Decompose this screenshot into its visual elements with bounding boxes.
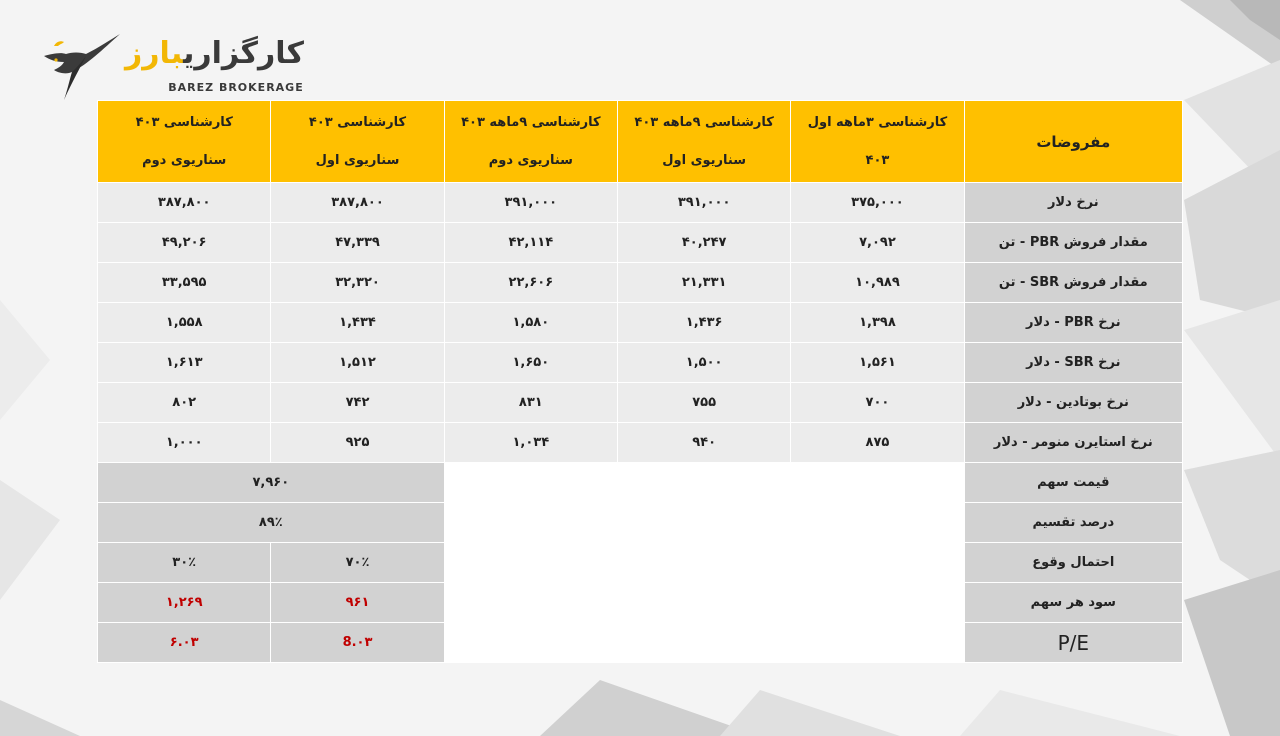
table-cell: ۴۲,۱۱۴ [444, 223, 617, 263]
empty-cell [791, 623, 964, 663]
empty-cell [444, 463, 617, 503]
table-cell: ۱,۰۰۰ [98, 423, 271, 463]
eagle-logo-icon [42, 30, 122, 102]
table-cell: ۱,۰۳۴ [444, 423, 617, 463]
table-cell: ۳۸۷,۸۰۰ [271, 183, 444, 223]
eps-scenario-1: ۹۶۱ [271, 583, 444, 623]
eps-row [98, 583, 1183, 623]
table-cell: ۱,۴۳۶ [617, 303, 790, 343]
table-header-row [98, 101, 1183, 183]
table-cell: ۷,۰۹۲ [791, 223, 964, 263]
table-cell: ۸۷۵ [791, 423, 964, 463]
empty-cell [444, 503, 617, 543]
table-cell: ۸۳۱ [444, 383, 617, 423]
row-label: نرخ SBR - دلار [964, 343, 1182, 383]
table-cell: ۷۵۵ [617, 383, 790, 423]
table-cell: ۳۹۱,۰۰۰ [444, 183, 617, 223]
table-cell: ۸۰۲ [98, 383, 271, 423]
empty-cell [444, 623, 617, 663]
empty-cell [444, 583, 617, 623]
probability-scenario-2: ۳۰٪ [98, 543, 271, 583]
table-cell: ۱,۳۹۸ [791, 303, 964, 343]
table-row [98, 223, 1183, 263]
row-label: نرخ بوتادین - دلار [964, 383, 1182, 423]
column-header: کارشناسی ۴۰۳ سناریوی دوم [98, 101, 271, 183]
empty-cell [617, 583, 790, 623]
dividend-value: ۸۹٪ [98, 503, 445, 543]
pe-scenario-2: ۶.۰۳ [98, 623, 271, 663]
table-cell: ۱۰,۹۸۹ [791, 263, 964, 303]
table-row [98, 183, 1183, 223]
table-row [98, 423, 1183, 463]
row-label: نرخ دلار [964, 183, 1182, 223]
eps-scenario-2: ۱,۲۶۹ [98, 583, 271, 623]
corner-header: مفروضات [964, 101, 1182, 183]
column-header: کارشناسی ۹ماهه ۴۰۳ سناریوی اول [617, 101, 790, 183]
table-cell: ۴۰,۲۴۷ [617, 223, 790, 263]
table-cell: ۹۴۰ [617, 423, 790, 463]
empty-cell [617, 503, 790, 543]
table-row [98, 383, 1183, 423]
table-cell: ۹۲۵ [271, 423, 444, 463]
row-label: P/E [964, 623, 1182, 663]
pe-row [98, 623, 1183, 663]
table-row [98, 263, 1183, 303]
empty-cell [617, 623, 790, 663]
logo-text-fa: کارگزاریبارز [125, 36, 304, 71]
table-cell: ۱,۶۱۳ [98, 343, 271, 383]
dividend-row [98, 503, 1183, 543]
table-cell: ۱,۴۳۴ [271, 303, 444, 343]
table-cell: ۳۲,۳۲۰ [271, 263, 444, 303]
row-label: مقدار فروش SBR - تن [964, 263, 1182, 303]
empty-cell [617, 543, 790, 583]
empty-cell [617, 463, 790, 503]
table-row [98, 343, 1183, 383]
table-cell: ۴۷,۳۳۹ [271, 223, 444, 263]
table-cell: ۳۷۵,۰۰۰ [791, 183, 964, 223]
table-row [98, 303, 1183, 343]
table-cell: ۴۹,۲۰۶ [98, 223, 271, 263]
table-cell: ۷۰۰ [791, 383, 964, 423]
empty-cell [791, 503, 964, 543]
probability-row [98, 543, 1183, 583]
table-cell: ۷۴۲ [271, 383, 444, 423]
logo-text-en: BAREZ BROKERAGE [168, 81, 304, 94]
table-cell: ۱,۵۰۰ [617, 343, 790, 383]
table-cell: ۱,۶۵۰ [444, 343, 617, 383]
row-label: مقدار فروش PBR - تن [964, 223, 1182, 263]
row-label: سود هر سهم [964, 583, 1182, 623]
share-price-row [98, 463, 1183, 503]
column-header: کارشناسی ۴۰۳ سناریوی اول [271, 101, 444, 183]
row-label: نرخ PBR - دلار [964, 303, 1182, 343]
table-cell: ۳۳,۵۹۵ [98, 263, 271, 303]
table-cell: ۱,۵۸۰ [444, 303, 617, 343]
probability-scenario-1: ۷۰٪ [271, 543, 444, 583]
column-header: کارشناسی ۳ماهه اول ۴۰۳ [791, 101, 964, 183]
empty-cell [791, 463, 964, 503]
table-cell: ۲۲,۶۰۶ [444, 263, 617, 303]
column-header: کارشناسی ۹ماهه ۴۰۳ سناریوی دوم [444, 101, 617, 183]
empty-cell [791, 543, 964, 583]
assumptions-table [97, 100, 1183, 663]
table-cell: ۱,۵۵۸ [98, 303, 271, 343]
table-cell: ۳۹۱,۰۰۰ [617, 183, 790, 223]
empty-cell [791, 583, 964, 623]
row-label: احتمال وقوع [964, 543, 1182, 583]
table-cell: ۲۱,۳۳۱ [617, 263, 790, 303]
row-label: قیمت سهم [964, 463, 1182, 503]
pe-scenario-1: 8.۰۳ [271, 623, 444, 663]
row-label: درصد تقسیم [964, 503, 1182, 543]
barez-logo [42, 30, 304, 100]
table-cell: ۱,۵۱۲ [271, 343, 444, 383]
row-label: نرخ استایرن منومر - دلار [964, 423, 1182, 463]
table-cell: ۱,۵۶۱ [791, 343, 964, 383]
empty-cell [444, 543, 617, 583]
share-price-value: ۷,۹۶۰ [98, 463, 445, 503]
table-cell: ۳۸۷,۸۰۰ [98, 183, 271, 223]
